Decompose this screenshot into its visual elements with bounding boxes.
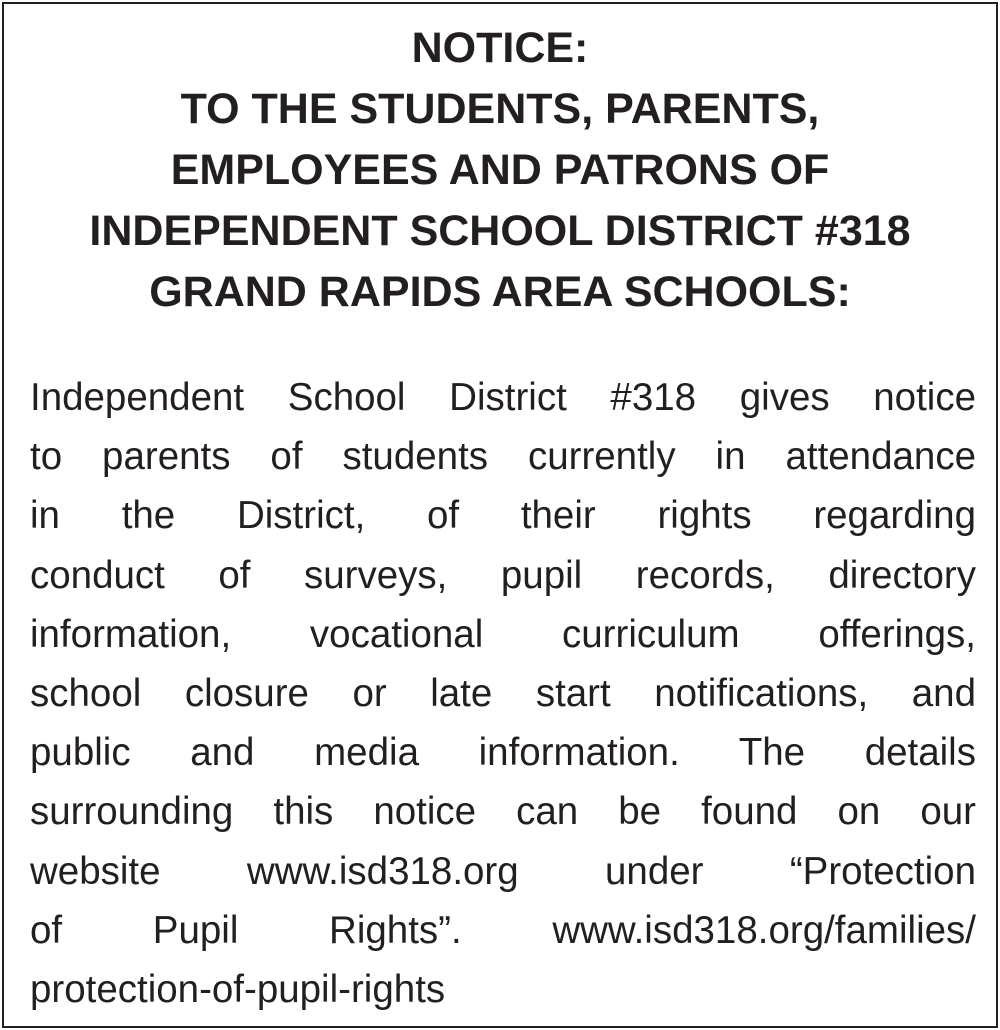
body-line: school closure or late start notifications, and bbox=[30, 671, 976, 715]
heading-line: TO THE STUDENTS, PARENTS, bbox=[180, 85, 820, 133]
heading-line: EMPLOYEES AND PATRONS OF bbox=[170, 146, 830, 194]
body-line: public and media information. The details bbox=[30, 731, 976, 775]
body-line: in the District, of their rights regarding bbox=[30, 494, 976, 538]
notice-heading bbox=[4, 18, 996, 323]
body-line: protection-of-pupil-rights bbox=[30, 967, 446, 1011]
notice-frame bbox=[2, 2, 998, 1028]
body-line: website www.isd318.org under “Protection bbox=[30, 849, 976, 893]
notice-body bbox=[30, 368, 976, 1019]
body-line: of Pupil Rights”. www.isd318.org/families/ bbox=[30, 908, 976, 952]
body-line: conduct of surveys, pupil records, directory bbox=[30, 553, 976, 597]
body-line: Independent School District #318 gives notice bbox=[30, 376, 976, 419]
body-line: to parents of students currently in attendance bbox=[30, 435, 976, 479]
heading-line: NOTICE: bbox=[411, 24, 589, 72]
body-line: surrounding this notice can be found on our bbox=[30, 790, 976, 834]
body-line: information, vocational curriculum offerings, bbox=[30, 612, 976, 656]
heading-line: INDEPENDENT SCHOOL DISTRICT #318 bbox=[89, 207, 911, 255]
heading-line: GRAND RAPIDS AREA SCHOOLS: bbox=[149, 268, 851, 316]
